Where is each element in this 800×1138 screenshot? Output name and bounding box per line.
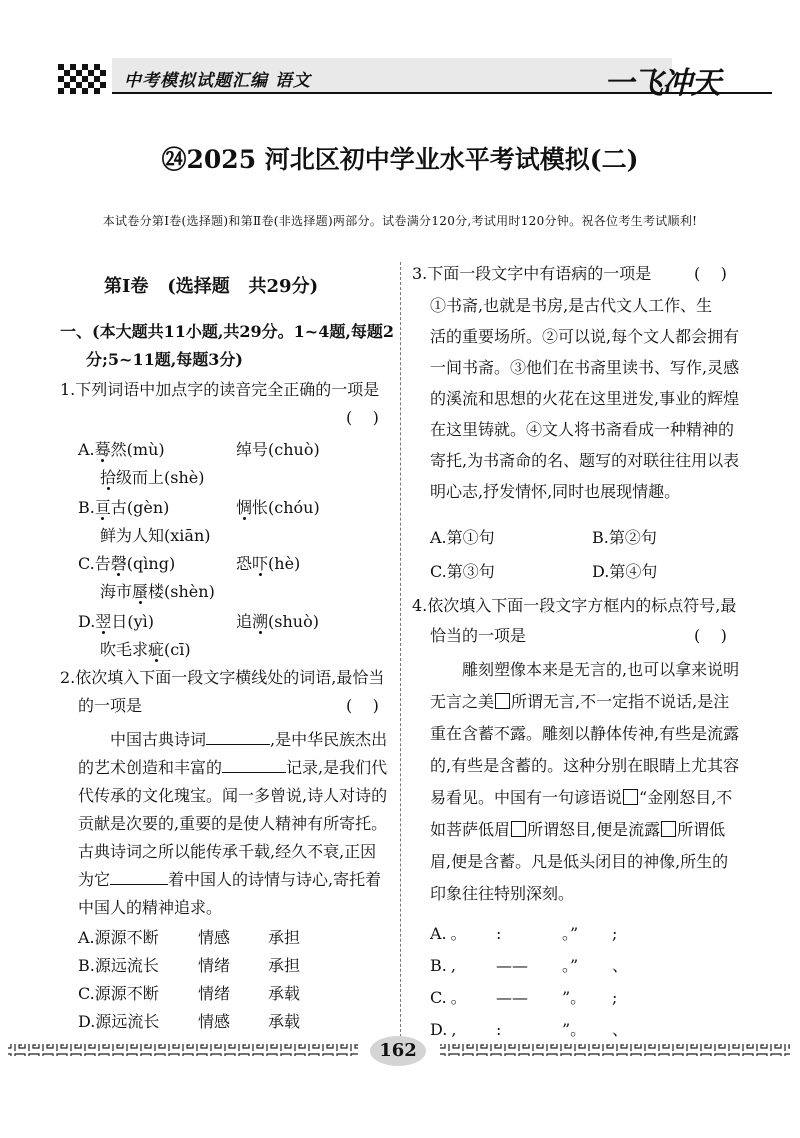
q1-option-b-word3: 鲜为人知(xiān) — [100, 526, 211, 545]
series-title: 中考模拟试题汇编 语文 — [124, 71, 311, 91]
q4-option-a-p4: ; — [612, 924, 618, 943]
part-instruction-line2: 分;5~11题,每题3分) — [86, 350, 243, 369]
q2-option-d: D.源远流长 — [78, 1012, 160, 1031]
q2-option-a-c: 承担 — [268, 928, 301, 947]
checker-logo-icon — [58, 64, 110, 98]
q1-option-a-word2: 绰号(chuò) — [236, 440, 320, 459]
q1-option-a-word3: 拾级而上(shè) — [100, 468, 205, 487]
q3-passage-line3: 一间书斋。③他们在书斋里读书、写作,灵感 — [430, 358, 740, 377]
q2-option-c-b: 情绪 — [198, 984, 231, 1003]
q4-passage-line4: 的,有些是含蓄的。这种分别在眼睛上尤其容 — [430, 756, 740, 775]
right-column — [412, 260, 748, 1040]
page-number: 162 — [370, 1036, 426, 1066]
q2-passage-line6: 为它 着中国人的诗情与诗心,寄托着 — [78, 870, 382, 889]
q3-option-d: D.第④句 — [592, 562, 658, 581]
q4-option-d-p4: 、 — [612, 1020, 629, 1039]
q4-stem-line1: 4.依次填入下面一段文字方框内的标点符号,最 — [412, 596, 737, 615]
q2-answer-bracket: ( ) — [346, 696, 379, 715]
q4-option-d-p2: : — [496, 1020, 502, 1039]
q1-stem: 1.下列词语中加点字的读音完全正确的一项是 — [60, 380, 380, 399]
q4-option-c: C. 。 — [430, 988, 467, 1007]
q4-option-b-p4: 、 — [612, 956, 629, 975]
q4-passage-line3: 重在含蓄不露。雕刻以静体传神,有些是流露 — [430, 724, 740, 743]
q1-answer-bracket: ( ) — [346, 408, 379, 427]
q4-passage-line5: 易看见。中国有一句谚语说 “金刚怒目,不 — [430, 788, 733, 807]
q4-passage-line6: 如菩萨低眉 所谓怒目,便是流露 所谓低 — [430, 820, 726, 839]
section-heading: 第Ⅰ卷 (选择题 共29分) — [104, 276, 319, 297]
q2-passage-line1: 中国古典诗词 ,是中华民族杰出 — [110, 730, 388, 749]
q2-passage-line3: 代传承的文化瑰宝。闻一多曾说,诗人对诗的 — [78, 786, 388, 805]
left-column — [60, 318, 396, 1038]
q2-option-d-c: 承载 — [268, 1012, 301, 1031]
q4-option-d: D. , — [430, 1020, 457, 1039]
q4-option-b-p2: —— — [496, 956, 528, 975]
q2-option-a: A.源源不断 — [78, 928, 159, 947]
q4-option-b: B. , — [430, 956, 456, 975]
q4-option-c-p4: ; — [612, 988, 618, 1007]
q2-blank-1[interactable] — [206, 728, 270, 745]
q2-option-b-c: 承担 — [268, 956, 301, 975]
q4-passage-line7: 眉,便是含蓄。凡是低头闭目的神像,所生的 — [430, 852, 729, 871]
q2-option-c: C.源源不断 — [78, 984, 159, 1003]
exam-title: ㉔2025 河北区初中学业水平考试模拟(二) — [161, 145, 639, 174]
q2-passage-line2: 的艺术创造和丰富的 记录,是我们代 — [78, 758, 388, 777]
q4-passage-line8: 印象往往特别深刻。 — [430, 884, 575, 903]
q2-option-c-c: 承载 — [268, 984, 301, 1003]
q3-stem: 3.下面一段文字中有语病的一项是 — [412, 264, 652, 283]
q3-answer-bracket: ( ) — [694, 264, 727, 283]
q2-option-b: B.源远流长 — [78, 956, 159, 975]
q1-option-b: B.亘古(gèn) — [78, 498, 170, 517]
q3-passage-line4: 的溪流和思想的火花在这里迸发,事业的辉煌 — [430, 389, 740, 408]
q4-box-4[interactable] — [661, 821, 676, 837]
q1-option-c-word2: 恐吓(hè) — [236, 554, 301, 573]
q4-box-2[interactable] — [623, 789, 638, 805]
q4-passage-line1: 雕刻塑像本来是无言的,也可以拿来说明 — [462, 660, 740, 679]
q3-option-a: A.第①句 — [430, 528, 495, 547]
q2-stem-line2: 的一项是 — [78, 696, 143, 715]
q4-option-a-p3: 。” — [562, 924, 579, 943]
q4-option-c-p2: —— — [496, 988, 528, 1007]
q3-option-b: B.第②句 — [592, 528, 657, 547]
q3-passage-line1: ①书斋,也就是书房,是古代文人工作、生 — [430, 296, 713, 315]
q4-option-b-p3: 。” — [562, 956, 579, 975]
brand-logo: 一飞冲天 — [604, 66, 720, 101]
q1-option-c: C.告磬(qìng) — [78, 554, 176, 573]
q2-option-a-b: 情感 — [198, 928, 231, 947]
column-divider — [400, 262, 401, 1052]
q4-box-3[interactable] — [511, 821, 526, 837]
q3-passage-line7: 明心志,抒发情怀,同时也展现情趣。 — [430, 482, 681, 501]
q4-box-1[interactable] — [495, 693, 510, 709]
q2-option-b-b: 情绪 — [198, 956, 231, 975]
exam-intro: 本试卷分第Ⅰ卷(选择题)和第Ⅱ卷(非选择题)两部分。试卷满分120分,考试用时120分钟。祝各位考生考试顺利! — [102, 214, 698, 228]
q3-option-c: C.第③句 — [430, 562, 495, 581]
q3-passage-line5: 在这里铸就。④文人将书斋看成一种精神的 — [430, 420, 735, 439]
q4-option-a: A. 。 — [430, 924, 467, 943]
q2-passage-line7: 中国人的精神追求。 — [78, 898, 223, 917]
q2-option-d-b: 情感 — [198, 1012, 231, 1031]
q2-passage-line4: 贡献是次要的,重要的是使人精神有所寄托。 — [78, 814, 388, 833]
q1-option-d: D.翌日(yì) — [78, 612, 155, 631]
q1-option-d-word2: 追溯(shuò) — [236, 612, 319, 631]
q1-option-a: A.蓦然(mù) — [78, 440, 165, 459]
q2-stem-line1: 2.依次填入下面一段文字横线处的词语,最恰当 — [60, 668, 385, 687]
q4-passage-line2: 无言之美 所谓无言,不一定指不说话,是注 — [430, 692, 730, 711]
q1-option-b-word2: 惆怅(chóu) — [236, 498, 320, 517]
q4-answer-bracket: ( ) — [694, 626, 727, 645]
q4-stem-line2: 恰当的一项是 — [430, 626, 527, 645]
q4-option-d-p3: ”。 — [562, 1020, 587, 1039]
q1-option-d-word3: 吹毛求疵(cī) — [100, 640, 191, 659]
q3-passage-line6: 寄托,为书斋命的名、题写的对联往往用以表 — [430, 451, 740, 470]
q3-passage-line2: 活的重要场所。②可以说,每个文人都会拥有 — [430, 327, 740, 346]
q4-option-c-p3: ”。 — [562, 988, 587, 1007]
q2-blank-3[interactable] — [110, 868, 168, 885]
q4-option-a-p2: : — [496, 924, 502, 943]
q2-passage-line5: 古典诗词之所以能传承千载,经久不衰,正因 — [78, 842, 377, 861]
q1-option-c-word3: 海市蜃楼(shèn) — [100, 582, 215, 601]
q2-blank-2[interactable] — [222, 756, 286, 773]
part-instruction-line1: 一、(本大题共11小题,共29分。1~4题,每题2 — [60, 322, 395, 341]
